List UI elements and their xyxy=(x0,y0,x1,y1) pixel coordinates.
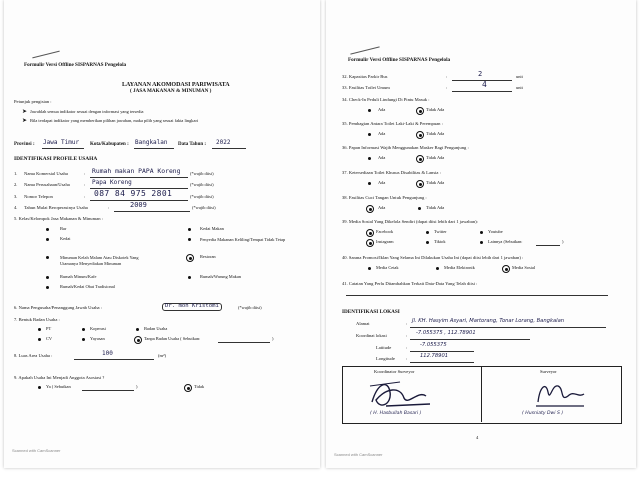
section-title: IDENTIFIKASI PROFILE USAHA xyxy=(14,156,98,162)
field-4-note: (*wajib diisi) xyxy=(192,205,216,210)
instruction-2: Bila terdapat indikator yang memberikan pilihan jawaban, maka pilih yang sesuai fakta lingkari xyxy=(30,118,199,123)
q32-unit: unit xyxy=(516,74,523,79)
q7-option-pt: PT xyxy=(46,326,52,331)
field-4-no: 4. xyxy=(14,205,18,210)
q7-option-koperasi: Koperasi xyxy=(90,326,106,331)
q8-unit: (m²) xyxy=(158,353,167,358)
form-page-right: Formulir Versi Offline SISPARNAS Pengelola 32. Kapasitas Parkir Bus : 2 unit 33. Fasilitas Toilet Umum : 4 unit 34. Check-In Peduli Lindungi Di Pintu Masuk : Ada Tidak Ada 35. Pembagian Antara Toilet Laki-Laki & Perempuan : Ada Tidak Ada 36. Papan Informasi Wajib Menggunakan Masker Bagi Pengunjung : Ada Tidak Ada 37. Ketersediaan Toilet Khusus Disabilitas & Lansia : Ada Tidak Ada 38. Fasilitas Cuci Tangan Untuk Pengunjung : Ada Tidak Ada 39. Media Sosial Yang Dikelola Sendiri (dapat diisi lebih dari 1 jawaban): Facebook Twitter Youtube Instagram Tiktok Lainnya (Sebutkan: ) 40. Sarana Promosi/Iklan Yang Selama Ini Dilakukan Usaha Ini (dapat diisi lebih dari 1 jawaban) : Media Cetak Media Elektronik Media Sosial 41. Catatan Yang Perlu Ditambahkan Terkait Data-Data Yang Telah diisi : IDENTIFIKASI LOKASI Alamat : Jl. KH. Hasyim Asyari, Martorang, Tonar Lorang, Bangkalan Koordinat lokasi : -7.055375 , 112.78901 Latitude : -7.055375 Longitude : 112.78901 Koordinator Surveyor Surveyor ( H. Hasbullah Basari ) ( Husniaty Dwi S ) 4 Scanned with CamScanner xyxy=(326,0,636,468)
surveyor-label: Surveyor xyxy=(540,369,557,374)
q8-label: 8. Luas Area Usaha : xyxy=(14,353,53,358)
surveyor-name: ( Husniaty Dwi S ) xyxy=(522,411,564,416)
field-4-label: Tahun Mulai Beroperasinya Usaha xyxy=(24,205,88,210)
tahun-label: Data Tahun : xyxy=(178,142,207,147)
field-1-note: (*wajib diisi) xyxy=(190,171,214,176)
arrow-icon: ➤ xyxy=(22,117,28,124)
q5-option-kedai-makan: Kedai Makan xyxy=(200,226,224,231)
field-2-value: Papa Koreng xyxy=(92,179,132,186)
koordinat-value: -7.055375 , 112.78901 xyxy=(416,330,476,336)
field-2-no: 2. xyxy=(14,182,18,187)
q5-label: 5. Kelas/Kelompok Jasa Makanan & Minuman : xyxy=(14,216,103,221)
q5-option-obat: Rumah/Kedai Obat Tradisional xyxy=(60,284,115,289)
koordinator-name: ( H. Hasbullah Basari ) xyxy=(370,411,422,416)
q6-label: 6. Nama Pengusaha/Penanggung Jawab Usaha : xyxy=(14,305,103,310)
q5-option-kafe: Rumah Minum/Kafe xyxy=(60,274,97,279)
field-3-note: (*wajib diisi) xyxy=(190,194,214,199)
q5-option-minuman: Minuman Kelah Malam Atau Diskotek Yang Utamanya Menyediakan Minuman xyxy=(60,255,139,267)
q33-label: 33. Fasilitas Toilet Umum xyxy=(342,85,390,90)
q7-option-cv: CV xyxy=(46,336,53,341)
q35-selected-marker xyxy=(416,131,424,139)
service-subtitle: ( JASA MAKANAN & MINUMAN ) xyxy=(130,88,212,94)
pen-mark xyxy=(32,51,59,59)
koordinat-label: Koordinat lokasi xyxy=(356,333,387,338)
form-title: Formulir Versi Offline SISPARNAS Pengelola xyxy=(24,62,127,68)
q6-value: Dr. moh Kristomi xyxy=(162,303,222,311)
field-1-value: Rumah makan PAPA Koreng xyxy=(92,167,181,175)
q5-option-keliling: Penyedia Makanan Keliling/Tempat Tidak Tetap xyxy=(200,237,286,242)
q9-label: 9. Apakah Usaha Ini Menjadi Anggota Asosiasi ? xyxy=(14,375,105,380)
provinsi-label: Provinsi : xyxy=(14,142,35,147)
kota-value: Bangkalan xyxy=(135,139,168,146)
q5-option-bar: Bar xyxy=(60,226,67,231)
latitude-label: Latitude xyxy=(376,345,392,350)
pen-mark xyxy=(350,46,379,54)
loc-title: IDENTIFIKASI LOKASI xyxy=(342,309,400,315)
q37-selected-marker xyxy=(416,180,424,188)
scanner-watermark: Scanned with CamScanner xyxy=(334,452,383,457)
koordinator-signature xyxy=(366,376,436,414)
q8-value: 100 xyxy=(102,350,113,357)
q36-selected-marker xyxy=(416,155,424,163)
provinsi-value: Jawa Timur xyxy=(43,139,80,146)
instruction-1: Jawablah semua indikator sesuai dengan informasi yang tersedia xyxy=(30,109,144,114)
q5-option-restoran: Restoran xyxy=(200,254,216,259)
q6-note: (*wajib diisi) xyxy=(238,305,262,310)
alamat-label: Alamat xyxy=(356,321,370,326)
tahun-value: 2022 xyxy=(216,139,231,146)
q38-label: 38. Fasilitas Cuci Tangan Untuk Pengunjung : xyxy=(342,195,427,200)
q37-label: 37. Ketersediaan Toilet Khusus Disabilitas & Lansia : xyxy=(342,170,441,175)
form-title: Formulir Versi Offline SISPARNAS Pengelola xyxy=(348,57,451,63)
q5-option-kedai: Kedai xyxy=(60,236,71,241)
q41-label: 41. Catatan Yang Perlu Ditambahkan Terkait Data-Data Yang Telah diisi : xyxy=(342,281,478,286)
alamat-value: Jl. KH. Hasyim Asyari, Martorang, Tonar Lorang, Bangkalan xyxy=(412,318,565,324)
scanner-watermark: Scanned with CamScanner xyxy=(12,448,61,453)
q7-label: 7. Bentuk Badan Usaha : xyxy=(14,317,60,322)
q9-selected-marker xyxy=(184,384,192,392)
q9-ya: Ya ( Sebutkan xyxy=(46,384,71,389)
q7-option-yayasan: Yayasan xyxy=(90,336,105,341)
field-3-value: 087 84 975 2801 xyxy=(94,189,173,198)
q39-selected-instagram xyxy=(366,239,374,247)
q38-selected-marker xyxy=(366,205,374,213)
q33-unit: unit xyxy=(516,85,523,90)
q36-label: 36. Papan Informasi Wajib Menggunakan Masker Bagi Pengunjung : xyxy=(342,145,469,150)
q39-label: 39. Media Sosial Yang Dikelola Sendiri (dapat diisi lebih dari 1 jawaban): xyxy=(342,219,478,224)
q5-selected-marker xyxy=(186,254,194,262)
field-3-label: Nomor Telepon xyxy=(24,194,53,199)
q7-option-tanpa: Tanpa Badan Usaha ( Sebutkan: xyxy=(144,336,201,341)
q39-selected-facebook xyxy=(366,229,374,237)
instructions-label: Petunjuk pengisian : xyxy=(14,99,52,104)
q40-label: 40. Sarana Promosi/Iklan Yang Selama Ini Dilakukan Usaha Ini (dapat diisi lebih dari 1 jawaban) : xyxy=(342,255,524,260)
q32-value: 2 xyxy=(478,70,483,78)
kota-label: Kota/Kabupaten : xyxy=(90,142,129,147)
latitude-value: -7.055375 xyxy=(420,342,447,348)
longitude-value: 112.78901 xyxy=(420,353,449,359)
q5-option-warung: Rumah/Warung Makan xyxy=(200,274,241,279)
surveyor-signature xyxy=(530,376,590,412)
form-page-left: Formulir Versi Offline SISPARNAS Pengelola LAYANAN AKOMODASI PARIWISATA ( JASA MAKANAN & MINUMAN ) Petunjuk pengisian : ➤ Jawablah semua indikator sesuai dengan informasi yang tersedia ➤ Bila terdapat indikator yang memberikan pilihan jawaban, maka pilih yang sesuai fakta lingkari Provinsi : Jawa Timur Kota/Kabupaten : Bangkalan Data Tahun : 2022 IDENTIFIKASI PROFILE USAHA 1. Nama Komersial Usaha : Rumah makan PAPA Koreng (*wajib diisi) 2. Nama Perusahaan/Usaha : Papa Koreng (*wajib diisi) 3. Nomor Telepon : 087 84 975 2801 (*wajib diisi) 4. Tahun Mulai Beroperasinya Usaha : 2009 (*wajib diisi) 5. Kelas/Kelompok Jasa Makanan & Minuman : Bar Kedai Minuman Kelah Malam Atau Diskotek Yang Utamanya Menyediakan Minuman Rumah Minum/Kafe Rumah/Kedai Obat Tradisional Kedai Makan Penyedia Makanan Keliling/Tempat Tidak Tetap Restoran Rumah/Warung Makan 6. Nama Pengusaha/Penanggung Jawab Usaha : Dr. moh Kristomi (*wajib diisi) 7. Bentuk Badan Usaha : PT Koperasi Badan Usaha CV Yayasan Tanpa Badan Usaha ( Sebutkan: ) 8. Luas Area Usaha : 100 (m²) 9. Apakah Usaha Ini Menjadi Anggota Asosiasi ? Ya ( Sebutkan ) Tidak Scanned with CamScanner xyxy=(4,0,320,468)
q34-label: 34. Check-In Peduli Lindungi Di Pintu Masuk : xyxy=(342,97,430,102)
page-number: 4 xyxy=(476,435,479,440)
field-1-label: Nama Komersial Usaha xyxy=(24,171,68,176)
service-title: LAYANAN AKOMODASI PARIWISATA xyxy=(122,82,230,88)
field-2-label: Nama Perusahaan/Usaha xyxy=(24,182,70,187)
q32-label: 32. Kapasitas Parkir Bus xyxy=(342,74,388,79)
field-3-no: 3. xyxy=(14,194,18,199)
arrow-icon: ➤ xyxy=(22,108,28,115)
field-4-value: 2009 xyxy=(130,201,147,209)
q7-option-badan-usaha: Badan Usaha xyxy=(144,326,168,331)
q9-tidak: Tidak xyxy=(194,384,205,389)
q7-selected-marker xyxy=(134,336,142,344)
field-1-no: 1. xyxy=(14,171,18,176)
field-2-note: (*wajib diisi) xyxy=(190,182,214,187)
koordinator-label: Koordinator Surveyor xyxy=(374,369,415,374)
longitude-label: Longitude xyxy=(376,356,395,361)
q33-value: 4 xyxy=(482,80,487,89)
q40-selected-marker xyxy=(502,265,510,273)
q34-selected-marker xyxy=(416,107,424,115)
q35-label: 35. Pembagian Antara Toilet Laki-Laki & Perempuan : xyxy=(342,121,443,126)
